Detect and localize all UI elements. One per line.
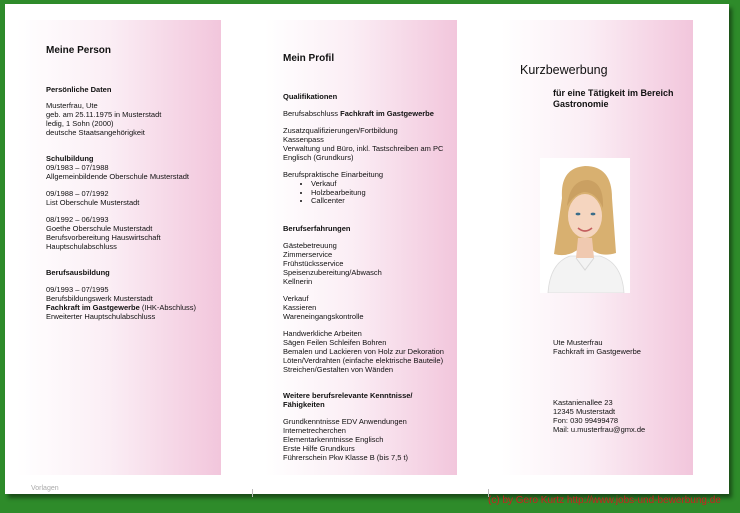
skill-item: Erste Hilfe Grundkurs xyxy=(283,444,355,453)
applicant-role: Fachkraft im Gastgewerbe xyxy=(553,347,641,356)
practice-item: • Verkauf xyxy=(311,180,366,189)
experience-item: Frühstücksservice xyxy=(283,259,344,268)
practice-item: • Callcenter xyxy=(311,197,366,206)
school-line-5: 08/1992 – 06/1993 xyxy=(46,215,109,224)
qualification-line-1 xyxy=(283,110,434,119)
qualifications-title: Qualifikationen xyxy=(283,92,338,101)
training-line-2: Berufsbildungswerk Musterstadt xyxy=(46,294,153,303)
skill-item: Internetrecherchen xyxy=(283,426,346,435)
qualification-degree: Fachkraft im Gastgewerbe xyxy=(340,109,434,118)
other-skills-title-1: Weitere berufsrelevante Kenntnisse/ xyxy=(283,391,413,400)
skill-item: Führerschein Pkw Klasse B (bis 7,5 t) xyxy=(283,453,409,462)
experience-item: Verkauf xyxy=(283,294,309,303)
experience-item: Kellnerin xyxy=(283,277,313,286)
address-city: 12345 Musterstadt xyxy=(553,407,616,416)
left-heading: Meine Person xyxy=(46,45,112,56)
fold-mark xyxy=(252,489,253,497)
application-subtitle-1: für eine Tätigkeit im Bereich xyxy=(553,88,674,98)
portrait-illustration xyxy=(540,158,630,293)
qualification-line-3: Kassenpass xyxy=(283,135,324,144)
school-line-8: Hauptschulabschluss xyxy=(46,242,117,251)
experience-item: Kassieren xyxy=(283,303,317,312)
experience-item: Handwerkliche Arbeiten xyxy=(283,329,362,338)
experience-item: Speisenzubereitung/Abwasch xyxy=(283,268,382,277)
experience-item: Streichen/Gestalten von Wänden xyxy=(283,365,394,374)
school-line-1: 09/1983 – 07/1988 xyxy=(46,163,109,172)
qualification-line-6: Berufspraktische Einarbeitung xyxy=(283,170,384,179)
application-title: Kurzbewerbung xyxy=(520,63,608,77)
school-line-4: List Oberschule Musterstadt xyxy=(46,198,140,207)
experience-item: Sägen Feilen Schleifen Bohren xyxy=(283,338,387,347)
training-line-1: 09/1993 – 07/1995 xyxy=(46,285,109,294)
practice-list xyxy=(283,180,366,206)
experience-item: Bemalen und Lackieren von Holz zur Dekoration xyxy=(283,347,444,356)
qualification-line-4: Verwaltung und Büro, inkl. Tastschreiben am PC xyxy=(283,144,444,153)
application-subtitle-2: Gastronomie xyxy=(553,99,609,109)
training-line-4: Erweiterter Hauptschulabschluss xyxy=(46,312,156,321)
applicant-photo xyxy=(540,158,630,293)
footer-text: Vorlagen xyxy=(31,485,59,492)
personal-data-title: Persönliche Daten xyxy=(46,85,112,94)
address-street: Kastanienallee 23 xyxy=(553,398,613,407)
copyright-link[interactable]: (c) by Gero Kurtz http://www.jobs-und-bewerbung.de xyxy=(488,495,721,506)
personal-line-4: deutsche Staatsangehörigkeit xyxy=(46,128,145,137)
experience-item: Zimmerservice xyxy=(283,250,333,259)
school-line-3: 09/1988 – 07/1992 xyxy=(46,189,109,198)
skill-item: Grundkenntnisse EDV Anwendungen xyxy=(283,417,407,426)
personal-line-2: geb. am 25.11.1975 in Musterstadt xyxy=(46,110,162,119)
qualification-line-5: Englisch (Grundkurs) xyxy=(283,153,354,162)
school-line-6: Goethe Oberschule Musterstadt xyxy=(46,224,153,233)
skill-item: Elementarkenntnisse Englisch xyxy=(283,435,384,444)
experience-item: Löten/Verdrahten (einfache elektrische Bauteile) xyxy=(283,356,444,365)
school-title: Schulbildung xyxy=(46,154,94,163)
qualification-line-2: Zusatzqualifizierungen/Fortbildung xyxy=(283,126,398,135)
school-line-7: Berufsvorbereitung Hauswirtschaft xyxy=(46,233,161,242)
training-degree: Fachkraft im Gastgewerbe xyxy=(46,303,140,312)
personal-line-1: Musterfrau, Ute xyxy=(46,101,98,110)
phone-number: Fon: 030 99499478 xyxy=(553,416,619,425)
qualification-prefix: Berufsabschluss xyxy=(283,109,341,118)
school-line-2: Allgemeinbildende Oberschule Musterstadt xyxy=(46,172,189,181)
email-address: Mail: u.musterfrau@gmx.de xyxy=(553,425,646,434)
personal-line-3: ledig, 1 Sohn (2000) xyxy=(46,119,114,128)
experience-title: Berufserfahrungen xyxy=(283,224,351,233)
practice-item: • Holzbearbeitung xyxy=(311,189,366,198)
middle-heading: Mein Profil xyxy=(283,53,335,64)
experience-item: Wareneingangskontrolle xyxy=(283,312,364,321)
applicant-name: Ute Musterfrau xyxy=(553,338,603,347)
training-title: Berufsausbildung xyxy=(46,268,110,277)
other-skills-title-2: Fähigkeiten xyxy=(283,400,325,409)
training-degree-note: (IHK-Abschluss) xyxy=(139,303,197,312)
experience-item: Gästebetreuung xyxy=(283,241,337,250)
